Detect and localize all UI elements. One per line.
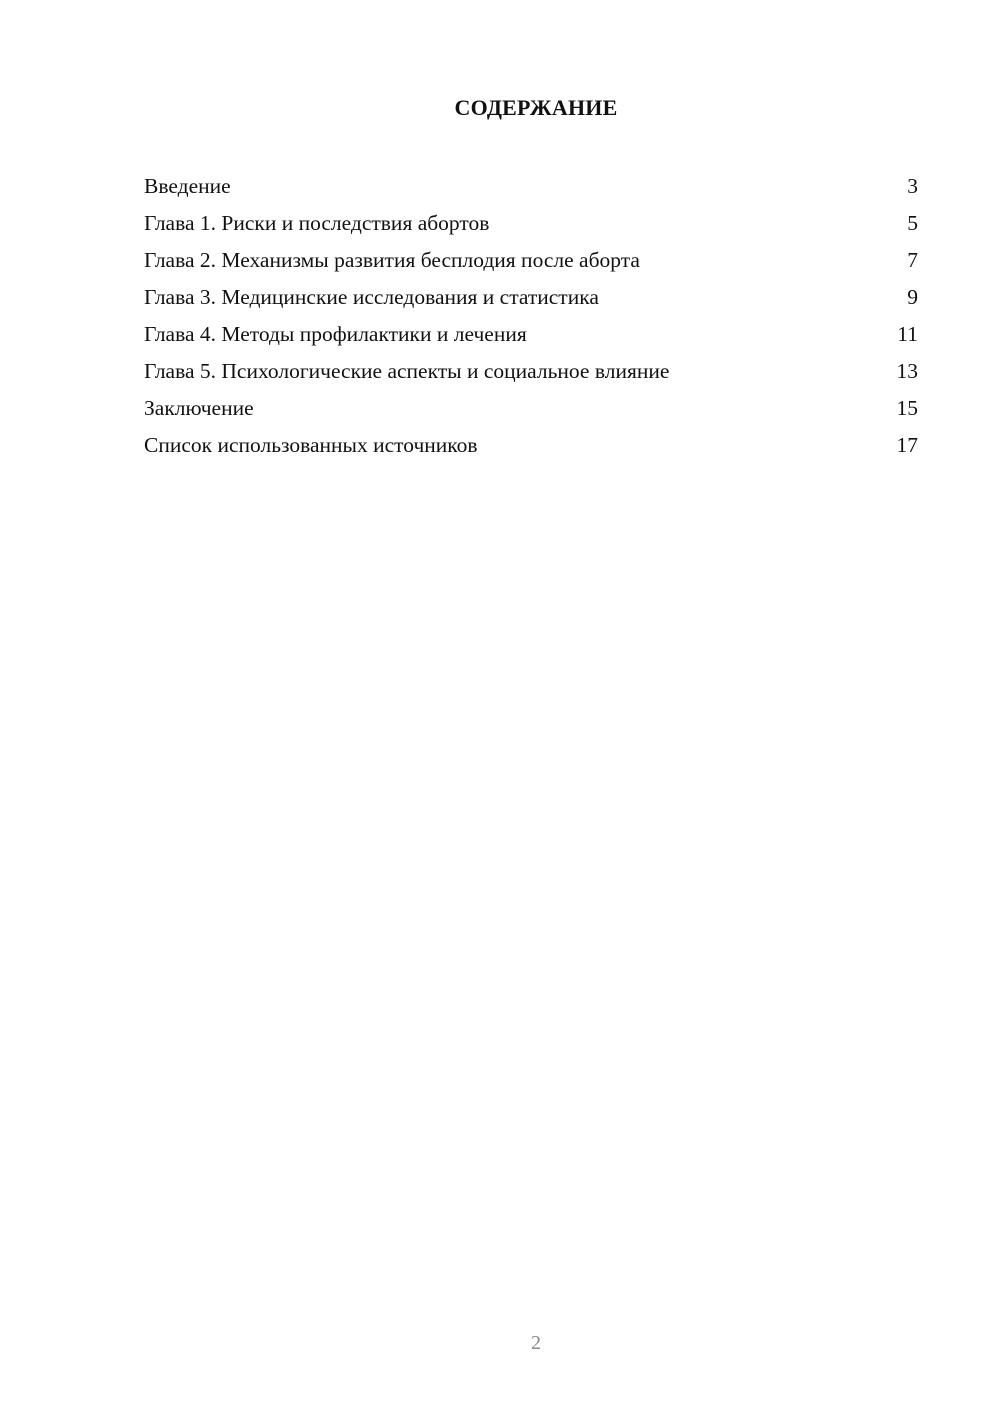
toc-item-chapter-4 — [144, 316, 918, 353]
toc-item-chapter-5 — [144, 353, 918, 390]
toc-item-label: Список использованных источников — [144, 433, 478, 457]
toc-item-page: 9 — [907, 285, 918, 309]
toc-item-introduction — [144, 168, 918, 205]
toc-item-page: 15 — [896, 396, 918, 420]
toc-item-conclusion — [144, 390, 918, 427]
toc-item-page: 7 — [907, 248, 918, 272]
toc-item-page: 13 — [896, 359, 918, 383]
toc-item-chapter-3 — [144, 279, 918, 316]
page-number: 2 — [531, 1332, 541, 1354]
toc-item-page: 3 — [907, 174, 918, 198]
toc-item-page: 5 — [907, 211, 918, 235]
page-title: СОДЕРЖАНИЕ — [454, 95, 618, 120]
toc-item-page: 11 — [897, 322, 918, 346]
toc-item-label: Глава 5. Психологические аспекты и социальное влияние — [144, 359, 670, 383]
toc-item-label: Глава 2. Механизмы развития бесплодия после аборта — [144, 248, 640, 272]
toc-item-label: Глава 1. Риски и последствия абортов — [144, 211, 490, 235]
toc-item-label: Введение — [144, 174, 231, 198]
toc-item-label: Глава 4. Методы профилактики и лечения — [144, 322, 527, 346]
toc-item-chapter-2 — [144, 242, 918, 279]
toc-item-references — [144, 427, 918, 464]
toc-item-label: Глава 3. Медицинские исследования и статистика — [144, 285, 599, 309]
toc-item-page: 17 — [896, 433, 918, 457]
toc-item-label: Заключение — [144, 396, 254, 420]
toc-item-chapter-1 — [144, 205, 918, 242]
table-of-contents — [144, 168, 918, 464]
